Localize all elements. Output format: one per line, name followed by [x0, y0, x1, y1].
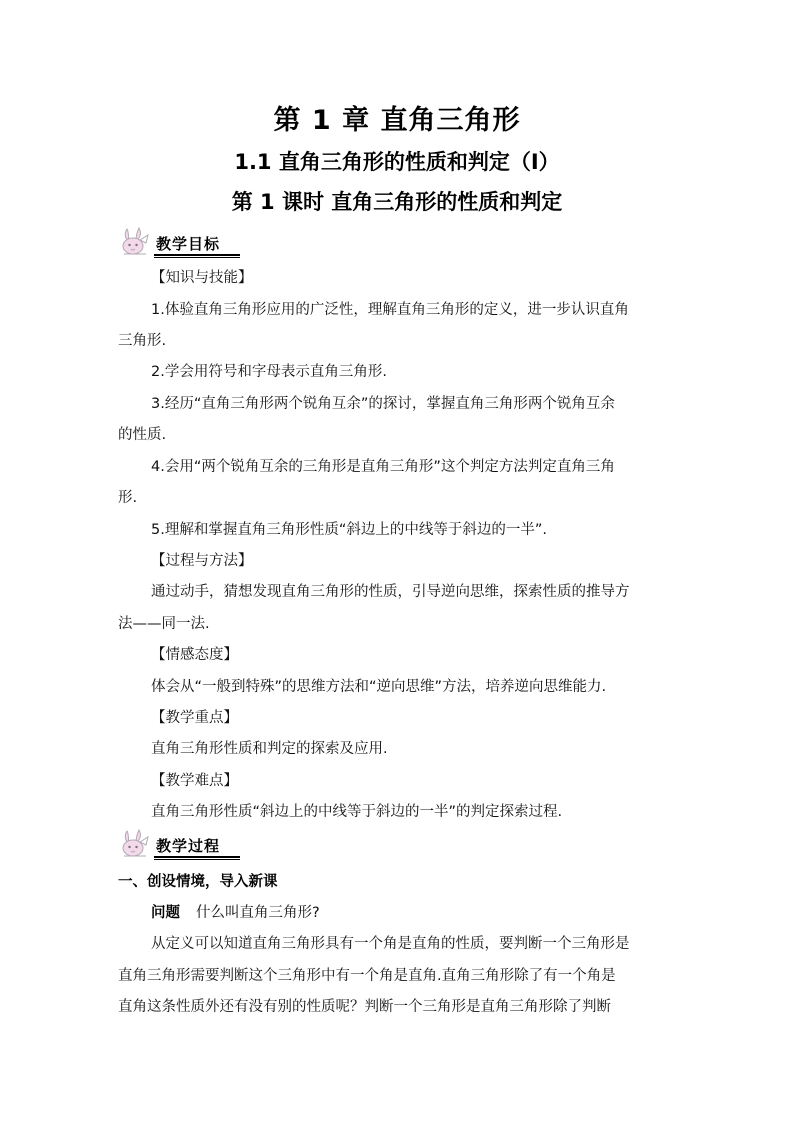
difficult-points-heading: 【教学难点】	[151, 773, 238, 789]
lesson-title: 第 1 课时 直角三角形的性质和判定	[231, 190, 563, 214]
goal-item-4-line-2: 形.	[118, 490, 138, 506]
key-points-heading: 【教学重点】	[151, 710, 238, 726]
goal-item-3-line-2: 的性质.	[118, 427, 167, 443]
question-text: 什么叫直角三角形?	[196, 905, 320, 921]
process-method-heading: 【过程与方法】	[151, 553, 253, 569]
key-points-line: 直角三角形性质和判定的探索及应用.	[151, 741, 388, 757]
part-1-heading: 一、创设情境，导入新课	[118, 874, 278, 890]
section-title: 1.1 直角三角形的性质和判定（Ⅰ）	[234, 150, 560, 174]
process-method-line-1: 通过动手，猜想发现直角三角形的性质，引导逆向思维，探索性质的推导方	[151, 584, 630, 600]
difficult-points-line: 直角三角形性质“斜边上的中线等于斜边的一半”的判定探索过程.	[151, 804, 563, 820]
process-badge	[118, 832, 242, 862]
bunny-mascot-icon	[118, 828, 152, 862]
process-badge-label: 教学过程	[156, 837, 221, 855]
process-method-line-2: 法——同一法.	[118, 616, 210, 632]
question-label: 问题	[151, 905, 180, 921]
badge-underline	[154, 856, 240, 858]
goal-item-1-line-2: 三角形.	[118, 333, 167, 349]
bunny-mascot-icon	[118, 226, 152, 260]
intro-paragraph-line-2: 直角三角形需要判断这个三角形中有一个角是直角.直角三角形除了有一个角是	[118, 968, 616, 984]
badge-underline-thin	[154, 257, 240, 258]
badge-underline	[154, 254, 240, 256]
goal-item-5: 5.理解和掌握直角三角形性质“斜边上的中线等于斜边的一半”.	[151, 522, 547, 538]
goals-badge-label: 教学目标	[156, 235, 221, 253]
attitude-heading: 【情感态度】	[151, 647, 238, 663]
goals-badge	[118, 230, 242, 260]
knowledge-heading: 【知识与技能】	[151, 270, 253, 286]
goal-item-4-line-1: 4.会用“两个锐角互余的三角形是直角三角形”这个判定方法判定直角三角	[151, 459, 615, 475]
badge-underline-thin	[154, 859, 240, 860]
chapter-title: 第 1 章 直角三角形	[273, 105, 521, 136]
goal-item-1-line-1: 1.体验直角三角形应用的广泛性，理解直角三角形的定义，进一步认识直角	[151, 302, 629, 318]
goal-item-2: 2.学会用符号和字母表示直角三角形.	[151, 364, 387, 380]
intro-paragraph-line-1: 从定义可以知道直角三角形具有一个角是直角的性质，要判断一个三角形是	[151, 936, 630, 952]
intro-paragraph-line-3: 直角这条性质外还有没有别的性质呢？判断一个三角形是直角三角形除了判断	[118, 999, 611, 1015]
question-line	[151, 903, 320, 923]
attitude-line: 体会从“一般到特殊”的思维方法和“逆向思维”方法，培养逆向思维能力.	[151, 679, 607, 695]
goal-item-3-line-1: 3.经历“直角三角形两个锐角互余”的探讨，掌握直角三角形两个锐角互余	[151, 396, 615, 412]
